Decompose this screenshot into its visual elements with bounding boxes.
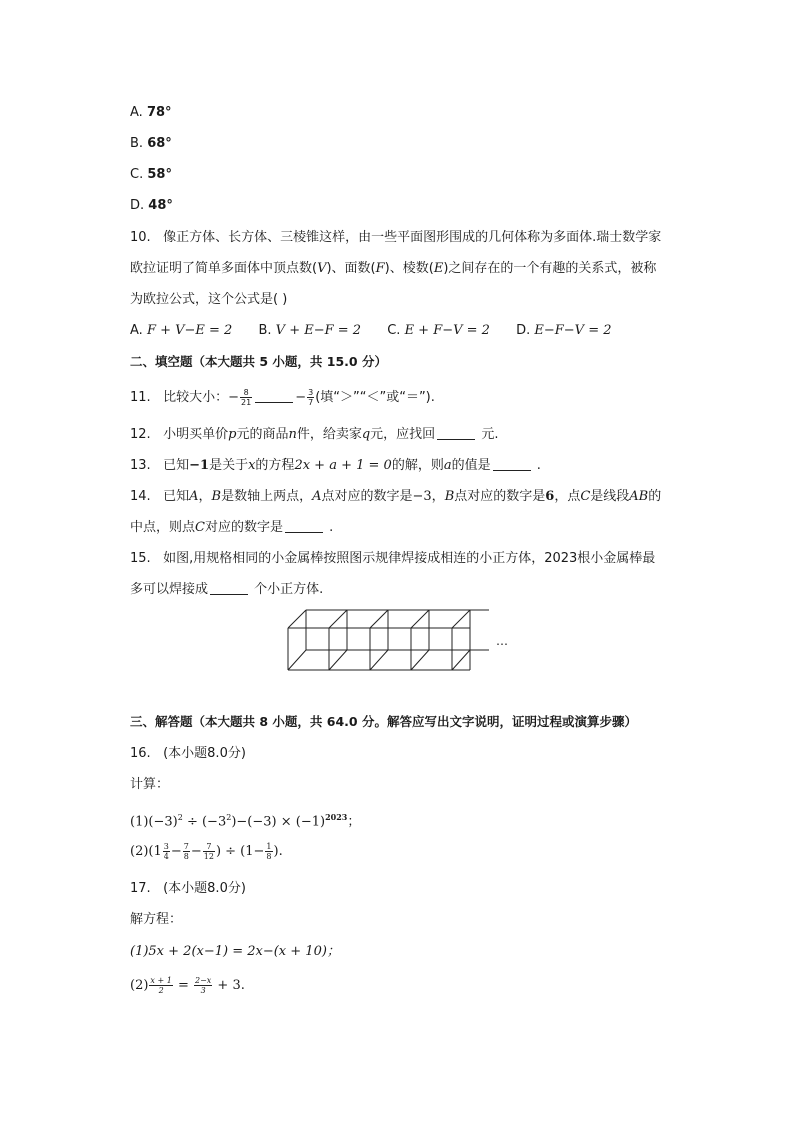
text: 的值是 [451, 458, 491, 473]
q12 [130, 426, 498, 444]
text: 欧拉证明了简单多面体中顶点数( [130, 261, 318, 276]
option-value: V + E−F = 2 [275, 323, 362, 338]
text: 个小正方体. [254, 582, 324, 597]
question-number: 15. [130, 551, 151, 566]
figure-edge [329, 610, 347, 628]
fraction [307, 388, 314, 407]
option-label: D. [516, 323, 531, 338]
option-label: B. [258, 323, 272, 338]
option-label: D. [130, 198, 145, 213]
q17-instruction: 解方程： [130, 912, 183, 927]
option-label: A. [130, 323, 143, 338]
option-label: B. [130, 136, 144, 151]
q17-header [130, 880, 246, 898]
math-var: p [228, 427, 237, 442]
fraction [240, 388, 252, 407]
text: . [329, 520, 334, 535]
numerator: 7 [183, 842, 189, 851]
q9-option-b [130, 135, 172, 153]
math-expr: (2)(1 [130, 844, 162, 859]
text: 的方程 [255, 458, 295, 473]
math-value: 6 [545, 489, 555, 504]
math-expr: (1)(−3) [130, 814, 178, 830]
exponent: 2 [177, 813, 183, 822]
section3-heading: 三、解答题（本大题共 8 小题，共 64.0 分。解答应写出文字说明，证明过程或演算步骤） [130, 714, 637, 729]
q16-instruction: 计算： [130, 777, 170, 792]
numerator: 7 [203, 842, 215, 852]
math-value: −3 [412, 489, 432, 504]
exponent: 2023 [325, 812, 348, 822]
text: 是关于 [209, 458, 249, 473]
operator: = [173, 978, 193, 993]
math-expr: )−(−3) × (−1) [231, 814, 326, 830]
q9-option-a [130, 104, 172, 122]
figure-edge [370, 610, 388, 628]
text: 件，给卖家 [296, 427, 362, 442]
math-expr: + 3. [213, 978, 245, 993]
numerator: 8 [240, 388, 252, 398]
figure-edge [288, 610, 306, 628]
text: 已知 [163, 489, 190, 504]
q10-line1 [130, 229, 661, 247]
question-number: 11. [130, 390, 151, 405]
text: 为欧拉公式，这个公式是( ) [130, 292, 288, 307]
math-var: A [189, 489, 199, 504]
text: 已知 [163, 458, 190, 473]
text: 元的商品 [236, 427, 289, 442]
math-equation: 2x + a + 1 = 0 [294, 458, 392, 473]
figure-edge [411, 610, 429, 628]
operator: − [190, 844, 202, 859]
math-var: n [288, 427, 297, 442]
figure-edge [370, 650, 388, 670]
math-expr: ÷ (−3 [182, 814, 227, 830]
math-var: B [444, 489, 455, 504]
q9-option-c [130, 166, 172, 184]
math-expr: ； [347, 814, 361, 830]
q10-option-d [516, 322, 611, 340]
text: 的 [648, 489, 662, 504]
text: ，点 [554, 489, 581, 504]
fraction [149, 976, 172, 995]
question-number: 10. [130, 230, 151, 245]
math-var: a [443, 458, 452, 473]
text: 的解，则 [391, 458, 444, 473]
denominator: 2 [158, 986, 164, 995]
fraction [163, 842, 170, 861]
q15-line1 [130, 550, 655, 568]
q10-option-c [387, 322, 490, 340]
question-number: 13. [130, 458, 151, 473]
q10-line3 [130, 291, 287, 309]
question-score: (本小题8.0分) [163, 881, 246, 896]
question-score: (本小题8.0分) [163, 746, 246, 761]
denominator: 7 [308, 398, 314, 407]
option-value: 78° [146, 105, 172, 120]
math-var: E [433, 261, 444, 276]
math-var: V [317, 261, 327, 276]
text: 对应的数字是 [204, 520, 283, 535]
math-var: q [361, 427, 371, 442]
q17-part1: (1)5x + 2(x−1) = 2x−(x + 10)； [130, 944, 340, 959]
answer-blank[interactable] [285, 520, 323, 533]
math-var: AB [629, 489, 649, 504]
math-var: B [211, 489, 222, 504]
math-var: A [312, 489, 322, 504]
q10-line2 [130, 260, 656, 278]
figure-edge [288, 650, 306, 670]
figure-edge [329, 650, 347, 670]
option-label: C. [130, 167, 144, 182]
question-text: 像正方体、长方体、三棱锥这样，由一些平面图形围成的几何体称为多面体.瑞士数学家 [163, 230, 662, 245]
answer-blank[interactable] [437, 427, 475, 440]
text: 是数轴上两点， [221, 489, 313, 504]
math-expr: ) ÷ (1− [215, 844, 265, 859]
question-text: 如图,用规格相同的小金属棒按照图示规律焊接成相连的小正方体，2023根小金属棒最 [163, 551, 656, 566]
fraction [194, 976, 212, 995]
text: )、棱数( [384, 261, 434, 276]
section2-heading: 二、填空题（本大题共 5 小题，共 15.0 分） [130, 354, 387, 369]
option-value: E−F−V = 2 [534, 323, 612, 338]
denominator: 8 [266, 852, 272, 861]
text: (填“＞”“＜”或“＝”). [315, 390, 435, 405]
option-label: C. [387, 323, 401, 338]
fraction [265, 842, 272, 861]
answer-blank[interactable] [493, 458, 531, 471]
text: 点对应的数字是 [321, 489, 413, 504]
text: )、面数( [326, 261, 376, 276]
numerator: x + 1 [150, 976, 172, 985]
answer-blank[interactable] [210, 582, 248, 595]
denominator: 12 [203, 852, 214, 861]
text: ， [198, 489, 212, 504]
numerator: 1 [266, 842, 272, 851]
q16-header [130, 745, 246, 763]
math-var: F [375, 261, 385, 276]
text: 是线段 [590, 489, 630, 504]
text: 元. [481, 427, 499, 442]
fraction [203, 842, 215, 861]
q13 [130, 457, 541, 475]
numerator: 3 [163, 842, 169, 851]
option-value: 68° [147, 136, 172, 151]
denominator: 4 [163, 852, 169, 861]
text: 多可以焊接成 [130, 582, 209, 597]
text: )之间存在的一个有趣的关系式，被称 [443, 261, 657, 276]
math-var: C [580, 489, 591, 504]
text: . [536, 458, 541, 473]
figure-edge [452, 610, 470, 628]
fraction [183, 842, 190, 861]
question-number: 16. [130, 746, 151, 761]
question-number: 12. [130, 427, 151, 442]
q14-line1 [130, 488, 661, 506]
question-number: 17. [130, 881, 151, 896]
q14-line2 [130, 519, 333, 537]
math-var: x [248, 458, 256, 473]
text: ， [431, 489, 445, 504]
text: 元，应找回 [370, 427, 436, 442]
denominator: 8 [183, 852, 189, 861]
q17-part2 [130, 976, 245, 995]
text: 中点，则点 [130, 520, 196, 535]
answer-blank[interactable] [255, 390, 293, 403]
q15-line2 [130, 581, 323, 599]
text: 小明买单价 [163, 427, 229, 442]
numerator: 3 [308, 388, 314, 397]
option-value: E + F−V = 2 [404, 323, 490, 338]
operator: − [170, 844, 182, 859]
math-expr: ). [273, 844, 283, 859]
numerator: 2−x [194, 976, 212, 985]
q11: 11. 比较大小：− $\frac{8}{21}$ − $\frac{3}{7}$ (填“＞”“＜”或“＝”). [130, 388, 435, 407]
text: 点对应的数字是 [454, 489, 546, 504]
q16-part2 [130, 842, 283, 861]
question-number: 14. [130, 489, 151, 504]
option-value: 48° [148, 198, 173, 213]
math-value: −1 [189, 458, 210, 473]
denominator: 21 [241, 398, 252, 407]
q9-option-d [130, 197, 173, 215]
math-var: C [195, 520, 205, 535]
figure-edge [411, 650, 429, 670]
q10-options [130, 322, 634, 340]
figure-ellipsis: … [496, 634, 508, 648]
figure-edge [452, 650, 470, 670]
q10-option-a [130, 322, 232, 340]
math-expr: (2) [130, 978, 149, 993]
text: 比较大小： [163, 390, 229, 405]
option-value: 58° [147, 167, 172, 182]
q10-option-b [258, 322, 361, 340]
cube-chain-figure [286, 608, 526, 676]
exponent: 2 [226, 813, 232, 822]
q16-part1 [130, 808, 360, 831]
option-value: F + V−E = 2 [146, 323, 233, 338]
denominator: 3 [200, 986, 206, 995]
option-label: A. [130, 105, 143, 120]
